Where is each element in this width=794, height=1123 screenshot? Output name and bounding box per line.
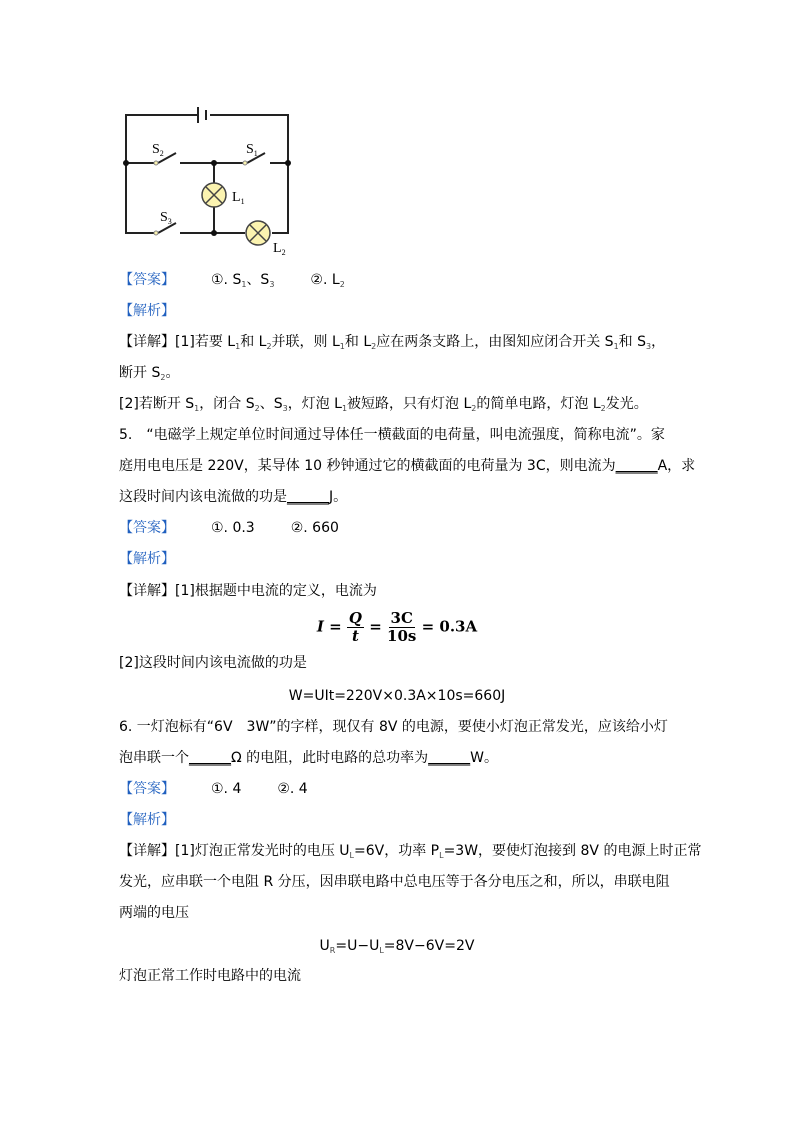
answer-blank: ______ bbox=[189, 750, 231, 766]
subscript: 2 bbox=[160, 373, 166, 382]
subscript: 2 bbox=[339, 280, 345, 289]
text-line bbox=[119, 581, 377, 601]
text-segment: 、S bbox=[246, 272, 270, 288]
text-segment: 、S bbox=[259, 396, 283, 412]
subscript: 1 bbox=[613, 342, 619, 351]
subscript: 3 bbox=[282, 404, 288, 413]
label-L2: $L_2$ bbox=[273, 241, 286, 257]
current-formula bbox=[0, 610, 794, 645]
subscript: 3 bbox=[646, 342, 652, 351]
text-segment: 两端的电压 bbox=[119, 905, 189, 921]
text-segment: 应在两条支路上，由图知应闭合开关 S bbox=[376, 334, 614, 350]
text-line bbox=[119, 363, 179, 388]
text-segment: ，灯泡 L bbox=[287, 396, 342, 412]
denominator: t bbox=[351, 627, 359, 645]
text-line bbox=[119, 425, 665, 445]
subscript: 1 bbox=[241, 280, 247, 289]
text-segment: 和 L bbox=[240, 334, 267, 350]
formula-symbol: I bbox=[316, 617, 324, 636]
text-segment: 。 bbox=[165, 365, 180, 381]
text-segment: [2]若断开 S bbox=[119, 396, 195, 412]
text-segment: 并联，则 L bbox=[271, 334, 340, 350]
text-line bbox=[0, 936, 794, 961]
text-segment: 【详解】[1]若要 L bbox=[119, 334, 236, 350]
section-tag: 【答案】 bbox=[119, 272, 175, 288]
text-line bbox=[119, 518, 339, 538]
subscript: 2 bbox=[266, 342, 272, 351]
label-S3: $S_3$ bbox=[160, 210, 172, 226]
text-line bbox=[119, 966, 301, 986]
text-line bbox=[119, 872, 670, 892]
section-tag: 【解析】 bbox=[119, 551, 175, 567]
bulb-L2-icon bbox=[246, 221, 270, 245]
text-segment: 被短路，只有灯泡 L bbox=[347, 396, 472, 412]
numerator: Q bbox=[348, 609, 362, 627]
formula-eq: = bbox=[329, 617, 342, 636]
section-tag: 【答案】 bbox=[119, 781, 175, 797]
text-line bbox=[119, 487, 347, 507]
text-line bbox=[119, 810, 175, 830]
circuit-diagram bbox=[110, 95, 310, 265]
text-segment: A，求 bbox=[657, 458, 696, 474]
bulb-L1-icon bbox=[202, 183, 226, 207]
text-segment: 发光。 bbox=[605, 396, 648, 412]
subscript: 3 bbox=[269, 280, 275, 289]
text-segment: 断开 S bbox=[119, 365, 161, 381]
section-tag: 【答案】 bbox=[119, 520, 175, 536]
text-segment: 5. “电磁学上规定单位时间通过导体任一横截面的电荷量，叫电流强度，简称电流”。家 bbox=[119, 427, 665, 443]
text-segment: 的简单电路，灯泡 L bbox=[476, 396, 601, 412]
label-L1: $L_1$ bbox=[232, 190, 245, 206]
subscript: 2 bbox=[371, 342, 377, 351]
subscript: 2 bbox=[471, 404, 477, 413]
text-segment: 灯泡正常工作时电路中的电流 bbox=[119, 968, 301, 984]
text-segment: ①. S bbox=[211, 272, 242, 288]
numerator: 3C bbox=[390, 609, 413, 627]
text-line bbox=[119, 332, 665, 357]
text-segment: Ω 的电阻，此时电路的总功率为 bbox=[231, 750, 429, 766]
text-segment: 和 L bbox=[344, 334, 372, 350]
answer-blank: ______ bbox=[287, 489, 329, 505]
text-segment: 泡串联一个 bbox=[119, 750, 189, 766]
fraction-q-over-t bbox=[347, 610, 364, 645]
text-segment: =6V，功率 P bbox=[354, 843, 440, 859]
formula-eq: = bbox=[369, 617, 382, 636]
text-segment: J。 bbox=[329, 489, 348, 505]
text-line bbox=[0, 686, 794, 706]
label-S1: $S_1$ bbox=[246, 142, 258, 158]
text-segment: ， bbox=[651, 334, 666, 350]
denominator: 10s bbox=[387, 627, 417, 645]
subscript: 1 bbox=[339, 342, 345, 351]
subscript: 1 bbox=[235, 342, 241, 351]
text-line bbox=[119, 301, 175, 321]
text-segment: =3W，要使灯泡接到 8V 的电源上时正常 bbox=[443, 843, 702, 859]
text-segment: U bbox=[319, 938, 330, 954]
text-line bbox=[119, 456, 695, 476]
subscript: 2 bbox=[254, 404, 260, 413]
text-segment: 【详解】[1]根据题中电流的定义，电流为 bbox=[119, 583, 377, 599]
subscript: L bbox=[349, 851, 354, 860]
text-segment: 这段时间内该电流做的功是 bbox=[119, 489, 287, 505]
label-S2: $S_2$ bbox=[152, 142, 164, 158]
subscript: L bbox=[379, 946, 384, 955]
subscript: L bbox=[439, 851, 444, 860]
text-line bbox=[119, 841, 701, 866]
text-line bbox=[119, 270, 345, 295]
text-line bbox=[119, 903, 189, 923]
text-segment: [2]这段时间内该电流做的功是 bbox=[119, 655, 307, 671]
text-segment: =U−U bbox=[335, 938, 380, 954]
text-line bbox=[119, 394, 648, 419]
answer-blank: ______ bbox=[428, 750, 471, 766]
text-line bbox=[119, 653, 307, 673]
text-segment: W。 bbox=[470, 750, 498, 766]
formula-result: = 0.3A bbox=[421, 617, 478, 636]
text-line bbox=[119, 779, 308, 799]
text-line bbox=[119, 717, 668, 737]
section-tag: 【解析】 bbox=[119, 812, 175, 828]
text-segment: 庭用电电压是 220V，某导体 10 秒钟通过它的横截面的电荷量为 3C，则电流为 bbox=[119, 458, 616, 474]
text-segment: W=UIt=220V×0.3A×10s=660J bbox=[288, 688, 506, 704]
text-segment: ②. L bbox=[310, 272, 340, 288]
text-segment: ②. 4 bbox=[277, 781, 308, 797]
text-segment: 6. 一灯泡标有“6V 3W”的字样，现仅有 8V 的电源，要使小灯泡正常发光，应该给小灯 bbox=[119, 719, 668, 735]
fraction-values bbox=[387, 610, 416, 645]
section-tag: 【解析】 bbox=[119, 303, 175, 319]
text-segment: ，闭合 S bbox=[199, 396, 255, 412]
subscript: 2 bbox=[600, 404, 606, 413]
text-segment: ①. 0.3 bbox=[211, 520, 255, 536]
answer-blank: ______ bbox=[615, 458, 658, 474]
text-segment: 和 S bbox=[618, 334, 646, 350]
text-segment: ①. 4 bbox=[211, 781, 242, 797]
text-segment: ②. 660 bbox=[290, 520, 339, 536]
text-line bbox=[119, 549, 175, 569]
text-line bbox=[119, 748, 498, 768]
subscript: 1 bbox=[194, 404, 200, 413]
text-segment: =8V−6V=2V bbox=[383, 938, 475, 954]
text-segment: 【详解】[1]灯泡正常发光时的电压 U bbox=[119, 843, 350, 859]
subscript: 1 bbox=[341, 404, 348, 413]
text-segment: 发光，应串联一个电阻 R 分压，因串联电路中总电压等于各分电压之和，所以，串联电阻 bbox=[119, 874, 670, 890]
subscript: R bbox=[329, 946, 336, 955]
